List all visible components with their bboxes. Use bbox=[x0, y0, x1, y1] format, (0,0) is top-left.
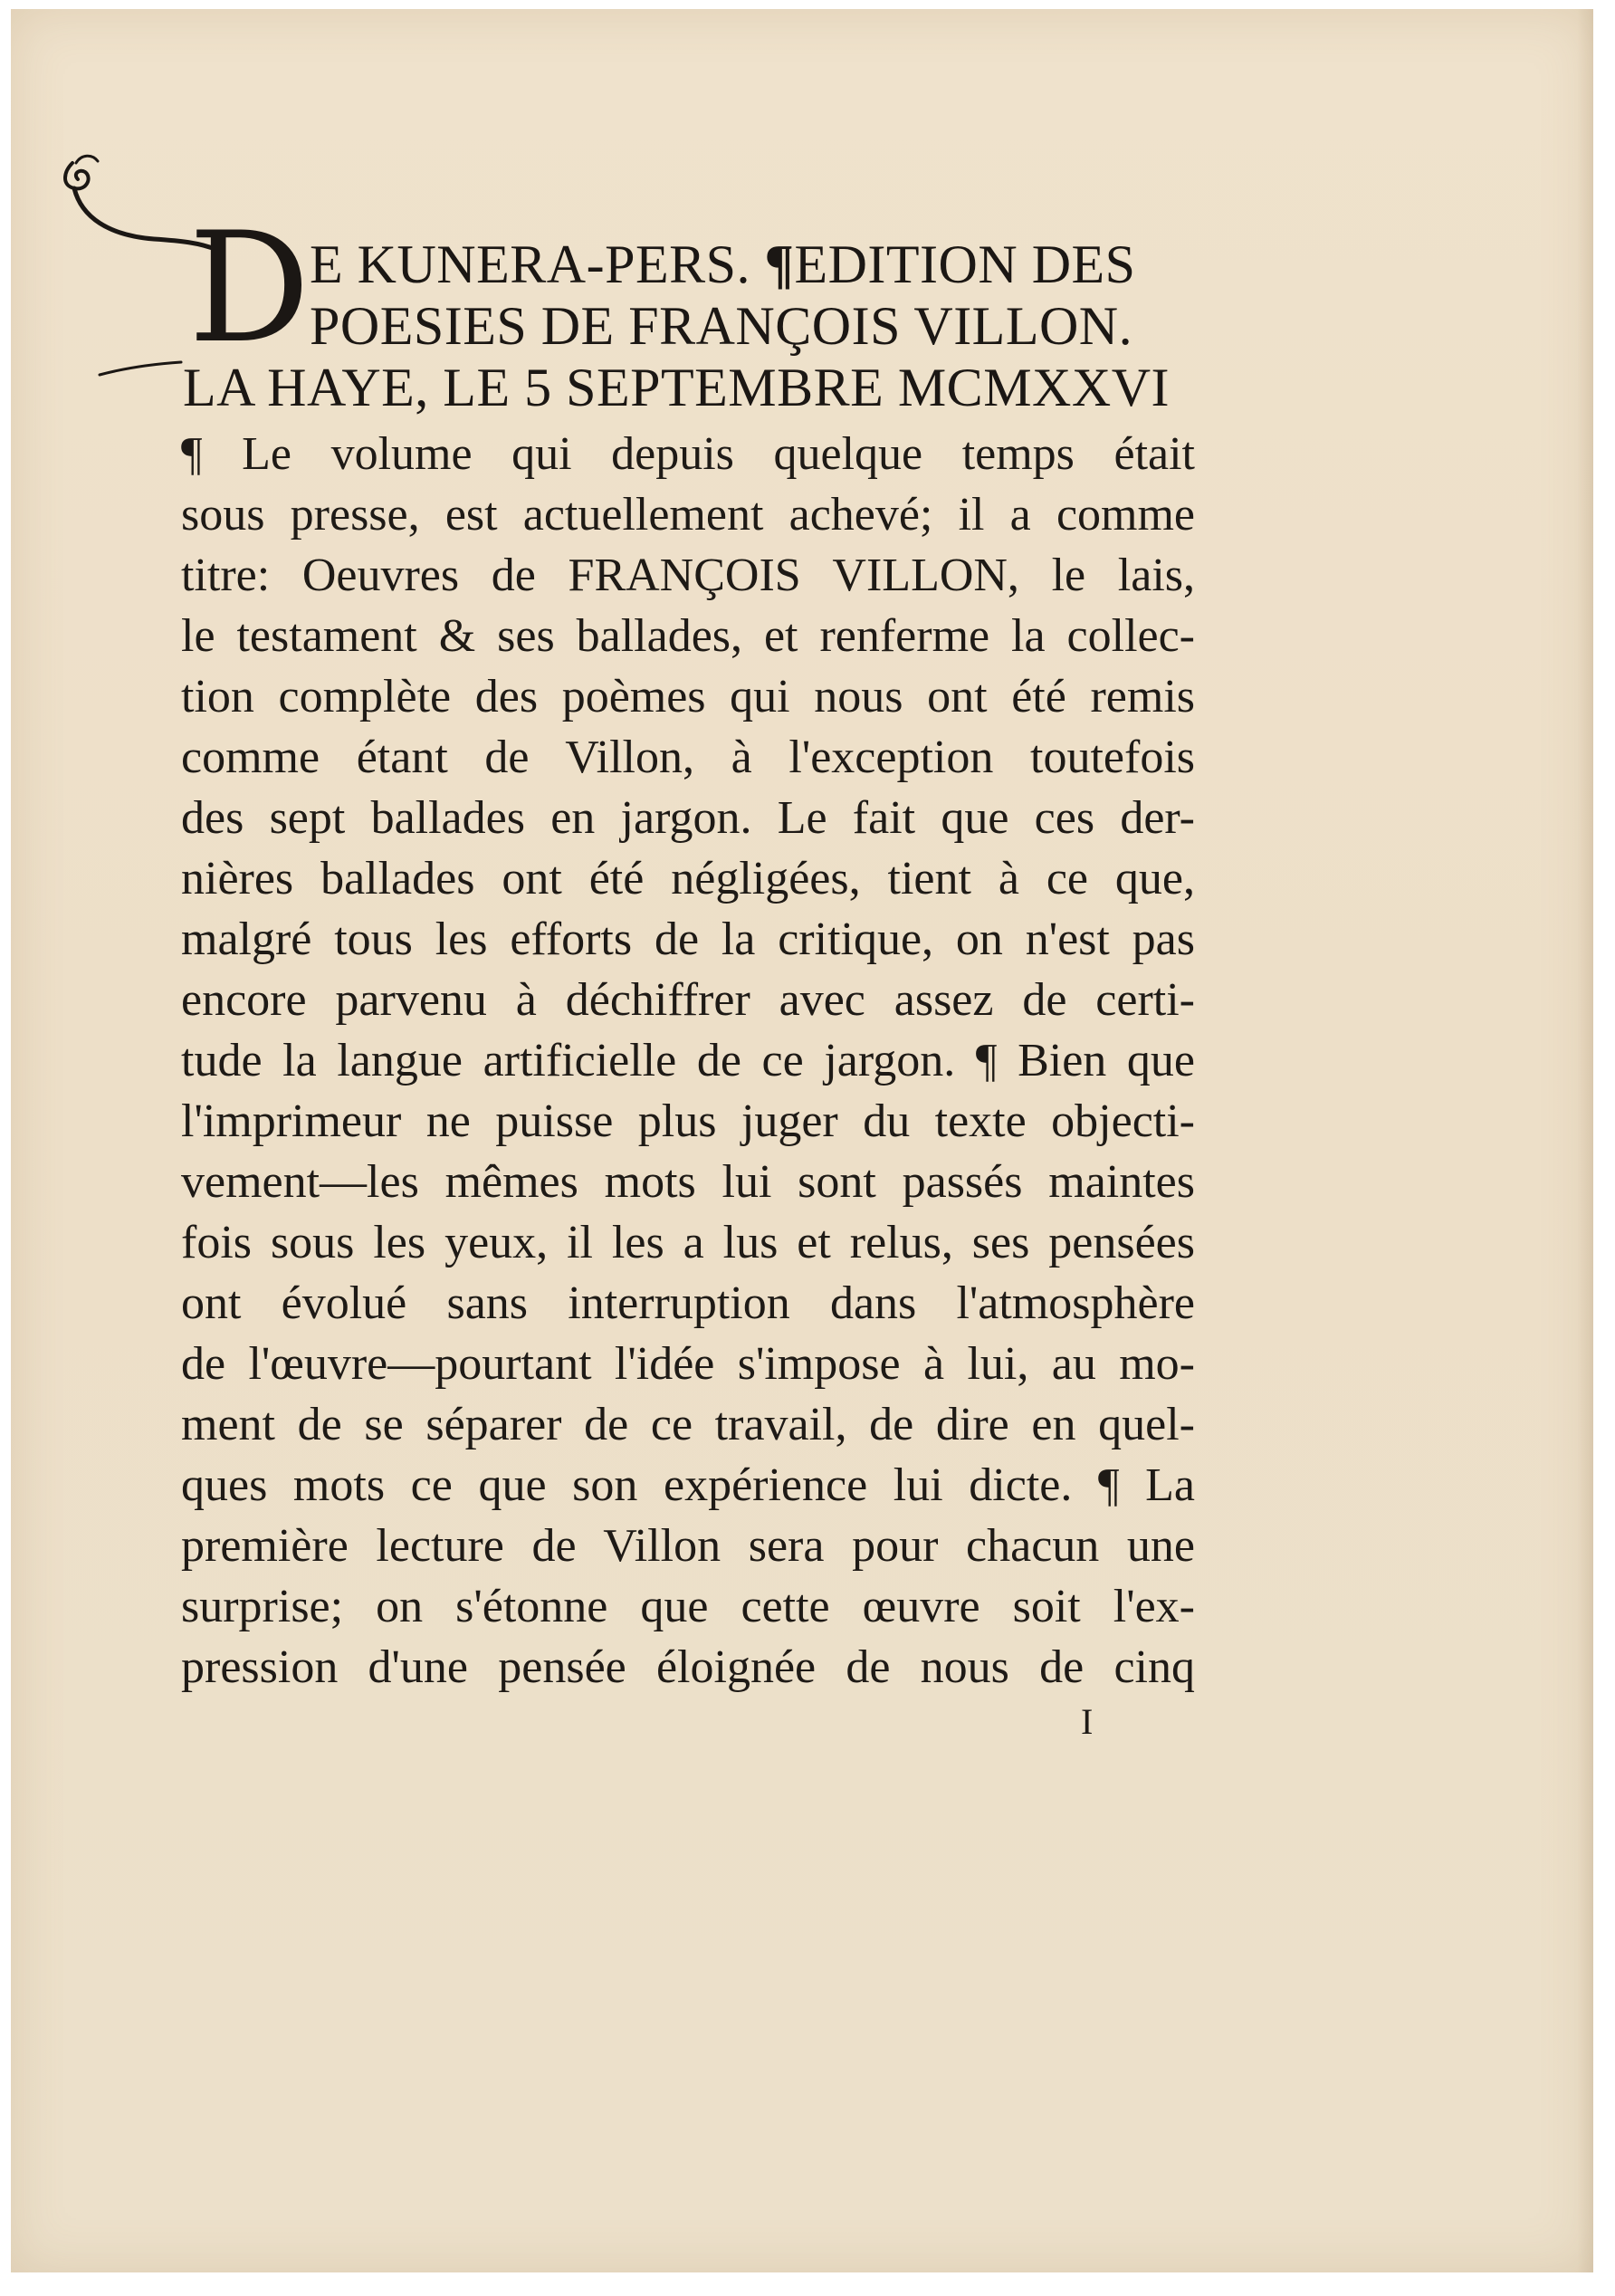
text-line: comme étant de Villon, à l'exception toutefois bbox=[181, 732, 1195, 783]
text-line: vement—les mêmes mots lui sont passés maintes bbox=[181, 1156, 1195, 1208]
heading-line-1 bbox=[310, 234, 1136, 294]
text-line: ment de se séparer de ce travail, de dire en quel- bbox=[181, 1399, 1195, 1450]
drop-cap-letter: D bbox=[188, 199, 311, 377]
pilcrow-mark: ¶ bbox=[764, 234, 795, 294]
heading-line-1b-text: EDITION DES bbox=[794, 234, 1136, 294]
text-line: encore parvenu à déchiffrer avec assez de certi- bbox=[181, 974, 1195, 1026]
text-line: de l'œuvre—pourtant l'idée s'impose à lui, au mo- bbox=[181, 1338, 1195, 1390]
text-line: nières ballades ont été négligées, tient à ce que, bbox=[181, 853, 1195, 904]
text-line: ont évolué sans interruption dans l'atmosphère bbox=[181, 1277, 1195, 1329]
text-line: tion complète des poèmes qui nous ont été remis bbox=[181, 671, 1195, 722]
text-line: des sept ballades en jargon. Le fait que ces der- bbox=[181, 792, 1195, 844]
text-line: tude la langue artificielle de ce jargon. ¶ Bien que bbox=[181, 1035, 1195, 1086]
body-paragraph bbox=[181, 424, 1195, 1698]
text-line: fois sous les yeux, il les a lus et relus, ses pensées bbox=[181, 1217, 1195, 1268]
text-line: première lecture de Villon sera pour chacun une bbox=[181, 1520, 1195, 1572]
heading-line-2: POESIES DE FRANÇOIS VILLON. bbox=[310, 296, 1133, 356]
text-line: pression d'une pensée éloignée de nous de cinq bbox=[181, 1641, 1195, 1693]
text-line: titre: Oeuvres de FRANÇOIS VILLON, le lais, bbox=[181, 550, 1195, 601]
page-edge-shadow bbox=[1577, 9, 1593, 2272]
paper-page bbox=[11, 9, 1593, 2272]
text-line: sous presse, est actuellement achevé; il a comme bbox=[181, 489, 1195, 541]
page-number: I bbox=[1081, 1701, 1094, 1742]
text-line: le testament & ses ballades, et renferme la collec- bbox=[181, 610, 1195, 662]
text-line: ques mots ce que son expérience lui dicte. ¶ La bbox=[181, 1459, 1195, 1511]
text-line: ¶ Le volume qui depuis quelque temps était bbox=[181, 428, 1195, 480]
text-line: l'imprimeur ne puisse plus juger du texte objecti- bbox=[181, 1095, 1195, 1147]
text-line: malgré tous les efforts de la critique, on n'est pas bbox=[181, 914, 1195, 965]
heading-line-3: LA HAYE, LE 5 SEPTEMBRE MCMXXVI bbox=[183, 358, 1171, 417]
heading-line-1-text: E KUNERA-PERS. bbox=[310, 234, 765, 294]
text-line: surprise; on s'étonne que cette œuvre soit l'ex- bbox=[181, 1581, 1195, 1632]
